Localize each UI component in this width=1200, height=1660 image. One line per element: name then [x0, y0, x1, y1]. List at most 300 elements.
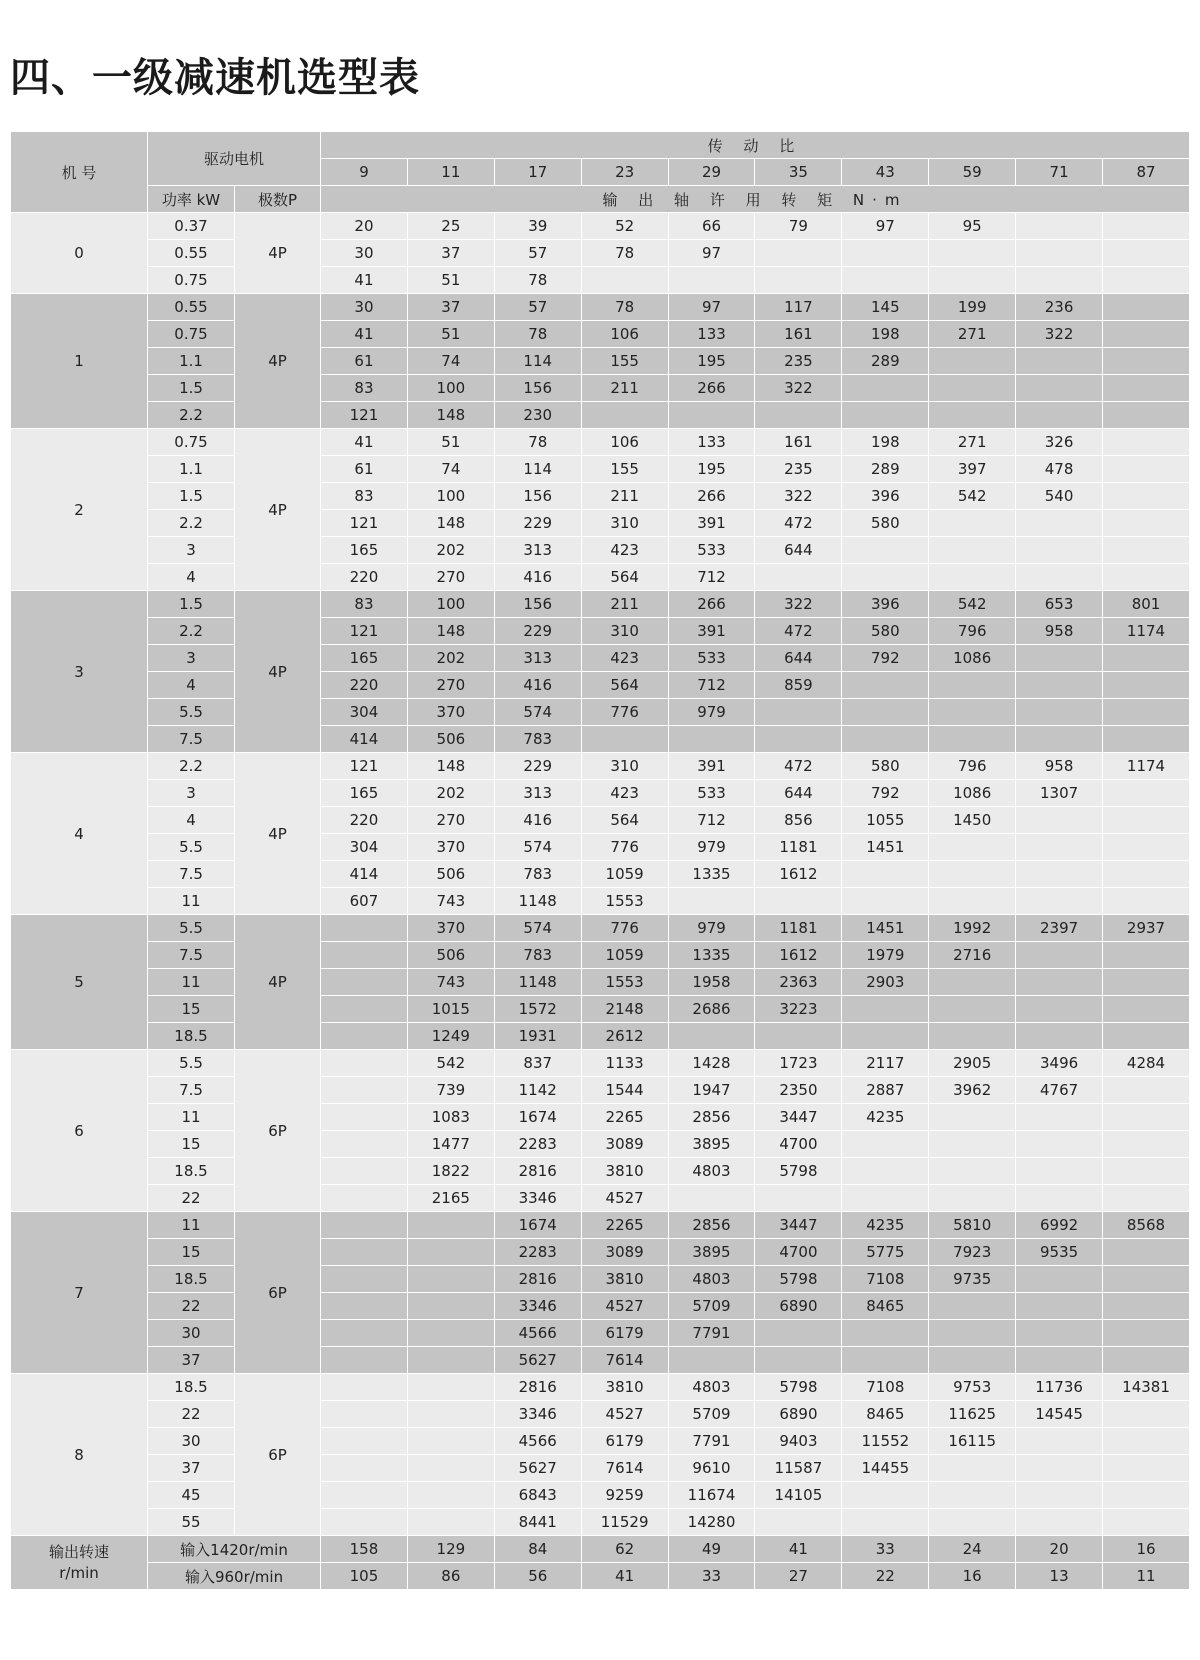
- torque-cell: 2856: [668, 1104, 755, 1131]
- torque-cell: [668, 726, 755, 753]
- torque-cell: 1450: [929, 807, 1016, 834]
- torque-cell: [755, 564, 842, 591]
- torque-cell: 2117: [842, 1050, 929, 1077]
- torque-cell: 41: [321, 429, 408, 456]
- torque-cell: 370: [407, 699, 494, 726]
- torque-cell: [1016, 213, 1103, 240]
- torque-cell: [929, 1185, 1016, 1212]
- poles-cell: 4P: [235, 753, 321, 915]
- torque-cell: 148: [407, 510, 494, 537]
- torque-cell: 2903: [842, 969, 929, 996]
- torque-cell: 97: [668, 240, 755, 267]
- torque-cell: 2937: [1103, 915, 1190, 942]
- power-cell: 11: [148, 1212, 235, 1239]
- torque-cell: 1958: [668, 969, 755, 996]
- torque-cell: 1086: [929, 780, 1016, 807]
- torque-cell: 580: [842, 510, 929, 537]
- torque-cell: [929, 375, 1016, 402]
- torque-cell: 39: [494, 213, 581, 240]
- torque-cell: [1103, 1455, 1190, 1482]
- table-row: [11, 1401, 1190, 1428]
- torque-cell: 230: [494, 402, 581, 429]
- torque-cell: 220: [321, 672, 408, 699]
- torque-cell: 78: [494, 429, 581, 456]
- power-cell: 30: [148, 1428, 235, 1455]
- power-cell: 7.5: [148, 861, 235, 888]
- torque-cell: [581, 402, 668, 429]
- torque-cell: [1103, 267, 1190, 294]
- power-cell: 1.5: [148, 483, 235, 510]
- torque-cell: [1016, 1185, 1103, 1212]
- torque-cell: 6890: [755, 1293, 842, 1320]
- torque-cell: [1103, 672, 1190, 699]
- torque-cell: 712: [668, 672, 755, 699]
- torque-cell: [842, 1347, 929, 1374]
- table-row: [11, 1482, 1190, 1509]
- torque-cell: 3346: [494, 1401, 581, 1428]
- torque-cell: 5798: [755, 1158, 842, 1185]
- torque-cell: 165: [321, 645, 408, 672]
- torque-cell: [321, 1239, 408, 1266]
- torque-cell: 2816: [494, 1266, 581, 1293]
- torque-cell: 20: [321, 213, 408, 240]
- power-cell: 1.5: [148, 375, 235, 402]
- torque-cell: 1553: [581, 969, 668, 996]
- torque-cell: 95: [929, 213, 1016, 240]
- torque-cell: 1142: [494, 1077, 581, 1104]
- torque-cell: [755, 1320, 842, 1347]
- speed-cell: 11: [1103, 1563, 1190, 1590]
- torque-cell: 165: [321, 537, 408, 564]
- table-row: [11, 1104, 1190, 1131]
- torque-cell: 14280: [668, 1509, 755, 1536]
- torque-cell: 2612: [581, 1023, 668, 1050]
- table-row: [11, 321, 1190, 348]
- torque-cell: [929, 996, 1016, 1023]
- torque-cell: 580: [842, 753, 929, 780]
- torque-cell: 106: [581, 429, 668, 456]
- torque-cell: 856: [755, 807, 842, 834]
- torque-cell: 391: [668, 753, 755, 780]
- torque-cell: 220: [321, 807, 408, 834]
- ratio-87: 87: [1103, 159, 1190, 186]
- table-row: [11, 1185, 1190, 1212]
- torque-cell: 326: [1016, 429, 1103, 456]
- torque-cell: [321, 969, 408, 996]
- torque-cell: 161: [755, 321, 842, 348]
- torque-cell: 11674: [668, 1482, 755, 1509]
- torque-cell: 3223: [755, 996, 842, 1023]
- torque-cell: [1103, 240, 1190, 267]
- torque-cell: [668, 1347, 755, 1374]
- torque-cell: 2686: [668, 996, 755, 1023]
- torque-cell: 3895: [668, 1131, 755, 1158]
- speed-cell: 105: [321, 1563, 408, 1590]
- torque-cell: [1016, 942, 1103, 969]
- torque-cell: 796: [929, 618, 1016, 645]
- power-cell: 2.2: [148, 753, 235, 780]
- torque-cell: [321, 1374, 408, 1401]
- torque-cell: 423: [581, 780, 668, 807]
- torque-cell: 391: [668, 510, 755, 537]
- ratio-35: 35: [755, 159, 842, 186]
- torque-cell: 5798: [755, 1266, 842, 1293]
- torque-cell: [321, 915, 408, 942]
- torque-cell: [929, 1104, 1016, 1131]
- torque-cell: [1016, 348, 1103, 375]
- torque-cell: 3447: [755, 1104, 842, 1131]
- poles-cell: 4P: [235, 429, 321, 591]
- torque-cell: [321, 1212, 408, 1239]
- torque-cell: [668, 1185, 755, 1212]
- torque-cell: 57: [494, 294, 581, 321]
- output-speed-label-line1: 输出转速: [48, 1542, 109, 1561]
- torque-cell: 2350: [755, 1077, 842, 1104]
- power-cell: 11: [148, 888, 235, 915]
- torque-cell: [1103, 996, 1190, 1023]
- table-row: [11, 1212, 1190, 1239]
- torque-cell: 11552: [842, 1428, 929, 1455]
- torque-cell: [929, 699, 1016, 726]
- torque-cell: [1016, 1293, 1103, 1320]
- ratio-43: 43: [842, 159, 929, 186]
- torque-cell: [1103, 726, 1190, 753]
- torque-cell: 322: [755, 375, 842, 402]
- torque-cell: 14455: [842, 1455, 929, 1482]
- torque-cell: 270: [407, 807, 494, 834]
- torque-cell: 837: [494, 1050, 581, 1077]
- torque-cell: [929, 267, 1016, 294]
- machine-no-cell: 5: [11, 915, 148, 1050]
- torque-cell: 2816: [494, 1374, 581, 1401]
- table-row: [11, 753, 1190, 780]
- torque-cell: [407, 1293, 494, 1320]
- torque-cell: [1103, 1293, 1190, 1320]
- torque-cell: 1612: [755, 942, 842, 969]
- torque-cell: 2265: [581, 1212, 668, 1239]
- torque-cell: 310: [581, 753, 668, 780]
- torque-cell: 4803: [668, 1158, 755, 1185]
- header-row-1: [11, 132, 1190, 159]
- torque-cell: 8465: [842, 1401, 929, 1428]
- torque-cell: 396: [842, 591, 929, 618]
- torque-cell: 1181: [755, 915, 842, 942]
- power-cell: 22: [148, 1401, 235, 1428]
- torque-cell: [407, 1374, 494, 1401]
- torque-cell: 423: [581, 537, 668, 564]
- torque-cell: [1016, 1428, 1103, 1455]
- torque-cell: [407, 1320, 494, 1347]
- speed-row: [11, 1536, 1190, 1563]
- torque-cell: 2397: [1016, 915, 1103, 942]
- torque-cell: 25: [407, 213, 494, 240]
- torque-cell: [668, 402, 755, 429]
- torque-cell: 1572: [494, 996, 581, 1023]
- speed-cell: 20: [1016, 1536, 1103, 1563]
- torque-cell: 106: [581, 321, 668, 348]
- torque-cell: 37: [407, 240, 494, 267]
- power-cell: 0.55: [148, 240, 235, 267]
- torque-cell: 644: [755, 537, 842, 564]
- torque-cell: 5709: [668, 1293, 755, 1320]
- power-cell: 0.55: [148, 294, 235, 321]
- torque-cell: [407, 1401, 494, 1428]
- torque-cell: 2165: [407, 1185, 494, 1212]
- torque-cell: 229: [494, 753, 581, 780]
- torque-cell: [755, 1347, 842, 1374]
- torque-cell: 8441: [494, 1509, 581, 1536]
- torque-cell: 133: [668, 429, 755, 456]
- torque-cell: 313: [494, 645, 581, 672]
- ratio-71: 71: [1016, 159, 1103, 186]
- torque-cell: 2716: [929, 942, 1016, 969]
- torque-cell: [1016, 672, 1103, 699]
- torque-cell: 574: [494, 834, 581, 861]
- torque-cell: 11736: [1016, 1374, 1103, 1401]
- torque-cell: 859: [755, 672, 842, 699]
- torque-cell: 979: [668, 915, 755, 942]
- torque-cell: [407, 1455, 494, 1482]
- torque-cell: 644: [755, 780, 842, 807]
- torque-cell: 9735: [929, 1266, 1016, 1293]
- table-row: [11, 915, 1190, 942]
- torque-cell: 202: [407, 537, 494, 564]
- torque-cell: 148: [407, 402, 494, 429]
- power-cell: 11: [148, 969, 235, 996]
- torque-cell: [1016, 1266, 1103, 1293]
- torque-cell: 211: [581, 375, 668, 402]
- ratio-29: 29: [668, 159, 755, 186]
- torque-cell: [929, 240, 1016, 267]
- torque-cell: [842, 1185, 929, 1212]
- torque-cell: 11587: [755, 1455, 842, 1482]
- torque-cell: 156: [494, 483, 581, 510]
- torque-cell: 202: [407, 645, 494, 672]
- poles-cell: 4P: [235, 591, 321, 753]
- torque-cell: 1181: [755, 834, 842, 861]
- power-header: 功率 kW: [148, 186, 235, 213]
- torque-cell: 574: [494, 915, 581, 942]
- torque-cell: [842, 861, 929, 888]
- torque-cell: [842, 1131, 929, 1158]
- torque-cell: [1103, 1482, 1190, 1509]
- torque-cell: 396: [842, 483, 929, 510]
- torque-cell: 161: [755, 429, 842, 456]
- table-row: [11, 861, 1190, 888]
- torque-cell: 472: [755, 753, 842, 780]
- speed-cell: 16: [1103, 1536, 1190, 1563]
- torque-cell: 74: [407, 456, 494, 483]
- table-row: [11, 1239, 1190, 1266]
- torque-cell: 195: [668, 456, 755, 483]
- torque-cell: [1103, 294, 1190, 321]
- torque-cell: 1992: [929, 915, 1016, 942]
- torque-cell: 3089: [581, 1239, 668, 1266]
- table-row: [11, 1347, 1190, 1374]
- power-cell: 1.1: [148, 348, 235, 375]
- torque-cell: 266: [668, 591, 755, 618]
- torque-cell: [842, 537, 929, 564]
- table-row: [11, 1158, 1190, 1185]
- machine-no-cell: 7: [11, 1212, 148, 1374]
- torque-cell: 2148: [581, 996, 668, 1023]
- torque-cell: [929, 1320, 1016, 1347]
- table-row: [11, 1077, 1190, 1104]
- torque-cell: 2905: [929, 1050, 1016, 1077]
- torque-cell: 100: [407, 591, 494, 618]
- torque-cell: [1016, 969, 1103, 996]
- machine-no-header: 机 号: [11, 132, 148, 213]
- torque-cell: 7614: [581, 1455, 668, 1482]
- torque-cell: [1016, 996, 1103, 1023]
- torque-cell: 7791: [668, 1428, 755, 1455]
- torque-cell: 792: [842, 780, 929, 807]
- torque-cell: 156: [494, 375, 581, 402]
- torque-cell: [1103, 780, 1190, 807]
- torque-cell: [321, 1050, 408, 1077]
- torque-cell: 506: [407, 861, 494, 888]
- torque-cell: [842, 375, 929, 402]
- torque-cell: [1016, 402, 1103, 429]
- torque-cell: 397: [929, 456, 1016, 483]
- torque-cell: [1016, 267, 1103, 294]
- torque-cell: [929, 672, 1016, 699]
- torque-cell: 776: [581, 834, 668, 861]
- torque-cell: 11529: [581, 1509, 668, 1536]
- power-cell: 5.5: [148, 834, 235, 861]
- torque-cell: 7108: [842, 1374, 929, 1401]
- torque-cell: [1103, 1428, 1190, 1455]
- power-cell: 5.5: [148, 915, 235, 942]
- ratio-17: 17: [494, 159, 581, 186]
- torque-cell: 3895: [668, 1239, 755, 1266]
- torque-cell: 78: [494, 267, 581, 294]
- power-cell: 37: [148, 1347, 235, 1374]
- torque-cell: [1103, 1320, 1190, 1347]
- torque-cell: 9403: [755, 1428, 842, 1455]
- torque-cell: [1103, 1266, 1190, 1293]
- torque-cell: 8568: [1103, 1212, 1190, 1239]
- table-row: [11, 456, 1190, 483]
- torque-cell: [842, 888, 929, 915]
- table-row: [11, 672, 1190, 699]
- torque-cell: 156: [494, 591, 581, 618]
- torque-cell: 198: [842, 429, 929, 456]
- torque-cell: 5627: [494, 1455, 581, 1482]
- torque-cell: 416: [494, 564, 581, 591]
- speed-cell: 129: [407, 1536, 494, 1563]
- torque-cell: 776: [581, 699, 668, 726]
- torque-cell: [929, 834, 1016, 861]
- table-row: [11, 942, 1190, 969]
- torque-cell: 1544: [581, 1077, 668, 1104]
- torque-cell: 5775: [842, 1239, 929, 1266]
- torque-cell: 533: [668, 780, 755, 807]
- torque-cell: 61: [321, 348, 408, 375]
- torque-cell: [1103, 213, 1190, 240]
- speed-row: [11, 1563, 1190, 1590]
- torque-cell: [1103, 1158, 1190, 1185]
- speed-cell: 56: [494, 1563, 581, 1590]
- torque-cell: 3346: [494, 1293, 581, 1320]
- torque-cell: 4527: [581, 1185, 668, 1212]
- power-cell: 1.1: [148, 456, 235, 483]
- torque-cell: 4284: [1103, 1050, 1190, 1077]
- torque-cell: 121: [321, 402, 408, 429]
- torque-cell: [1016, 510, 1103, 537]
- machine-no-cell: 2: [11, 429, 148, 591]
- torque-cell: [929, 537, 1016, 564]
- torque-cell: 121: [321, 618, 408, 645]
- output-speed-label-line2: r/min: [59, 1563, 99, 1582]
- torque-cell: 3447: [755, 1212, 842, 1239]
- torque-cell: 97: [668, 294, 755, 321]
- poles-cell: 4P: [235, 213, 321, 294]
- torque-cell: [755, 402, 842, 429]
- table-row: [11, 1455, 1190, 1482]
- torque-cell: 414: [321, 726, 408, 753]
- torque-cell: 1931: [494, 1023, 581, 1050]
- selection-table: [10, 131, 1190, 1590]
- power-cell: 3: [148, 537, 235, 564]
- power-cell: 18.5: [148, 1374, 235, 1401]
- torque-cell: 743: [407, 969, 494, 996]
- torque-cell: [321, 1401, 408, 1428]
- torque-cell: [1016, 1320, 1103, 1347]
- torque-cell: [1016, 1347, 1103, 1374]
- torque-cell: [1016, 726, 1103, 753]
- torque-cell: 11625: [929, 1401, 1016, 1428]
- torque-cell: [929, 402, 1016, 429]
- power-cell: 18.5: [148, 1266, 235, 1293]
- table-row: [11, 1374, 1190, 1401]
- torque-cell: 2283: [494, 1239, 581, 1266]
- torque-cell: 8465: [842, 1293, 929, 1320]
- machine-no-cell: 8: [11, 1374, 148, 1536]
- torque-cell: 155: [581, 456, 668, 483]
- torque-cell: 542: [929, 591, 1016, 618]
- table-row: [11, 267, 1190, 294]
- torque-cell: 220: [321, 564, 408, 591]
- torque-cell: 117: [755, 294, 842, 321]
- torque-cell: 195: [668, 348, 755, 375]
- torque-cell: 235: [755, 456, 842, 483]
- torque-cell: [321, 1185, 408, 1212]
- torque-cell: 66: [668, 213, 755, 240]
- torque-cell: 270: [407, 672, 494, 699]
- torque-cell: [929, 564, 1016, 591]
- power-cell: 5.5: [148, 1050, 235, 1077]
- torque-cell: 391: [668, 618, 755, 645]
- speed-cell: 41: [755, 1536, 842, 1563]
- torque-cell: 83: [321, 483, 408, 510]
- torque-cell: 145: [842, 294, 929, 321]
- torque-cell: [1016, 861, 1103, 888]
- torque-cell: 5627: [494, 1347, 581, 1374]
- torque-cell: [755, 267, 842, 294]
- table-row: [11, 564, 1190, 591]
- torque-cell: 6843: [494, 1482, 581, 1509]
- torque-cell: 148: [407, 753, 494, 780]
- torque-cell: [1103, 456, 1190, 483]
- torque-cell: [1103, 807, 1190, 834]
- torque-cell: 1822: [407, 1158, 494, 1185]
- table-row: [11, 429, 1190, 456]
- torque-cell: 9753: [929, 1374, 1016, 1401]
- table-row: [11, 888, 1190, 915]
- torque-cell: 266: [668, 483, 755, 510]
- torque-cell: [321, 1509, 408, 1536]
